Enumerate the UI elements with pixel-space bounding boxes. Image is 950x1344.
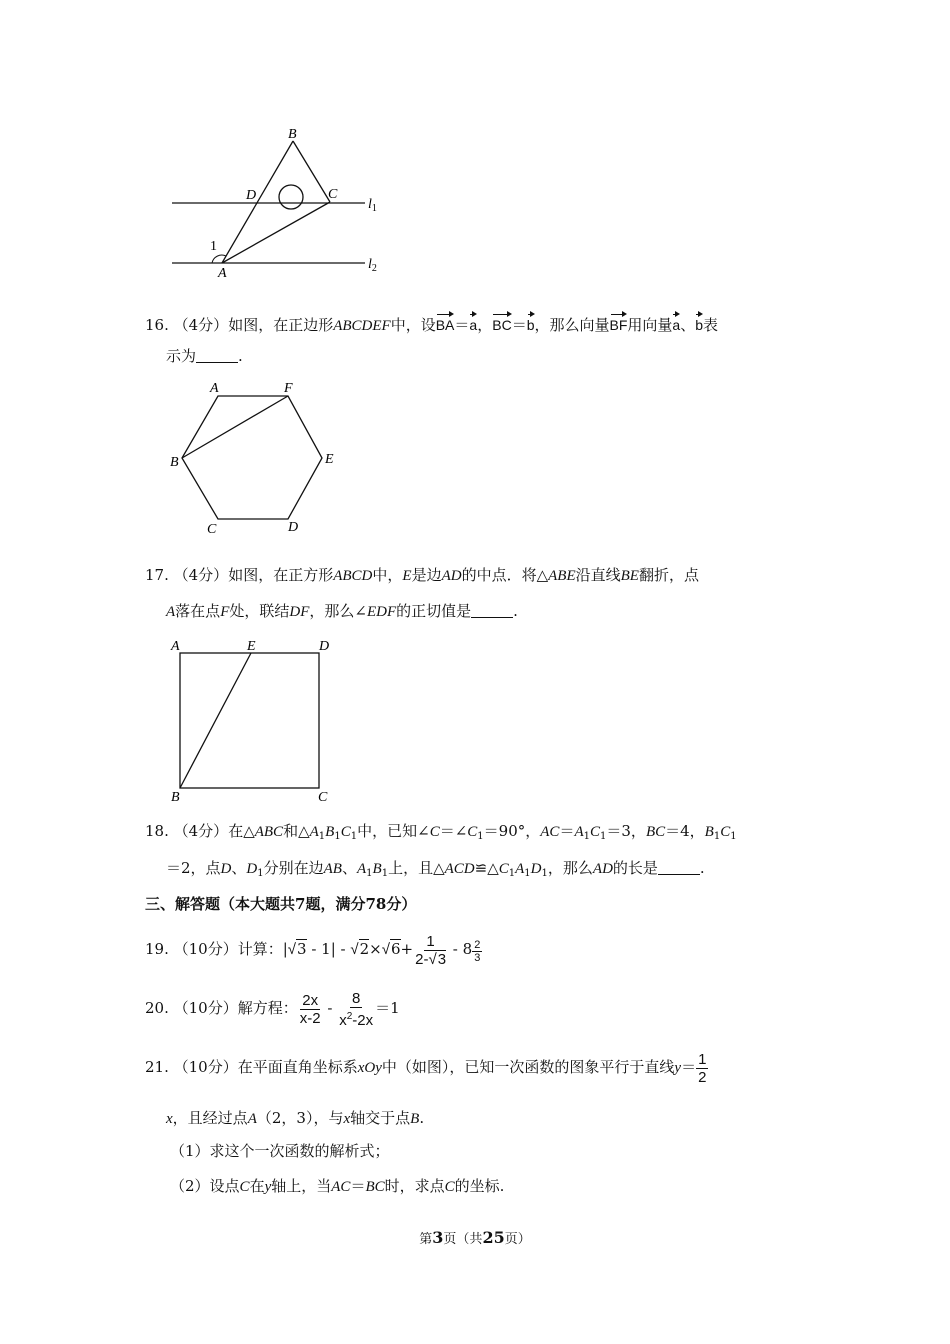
subscript: 1 xyxy=(381,868,389,879)
radicand: 6 xyxy=(390,940,401,958)
score: （10分） xyxy=(173,940,238,958)
text: 和△ xyxy=(283,822,310,840)
vector-b: b xyxy=(527,311,535,335)
subscript: 1 xyxy=(524,868,531,879)
subscript: 1 xyxy=(350,831,358,842)
math-var: C xyxy=(340,824,351,840)
page-number: 3 xyxy=(432,1228,444,1247)
math-var: EDF xyxy=(366,604,397,620)
text: 的坐标. xyxy=(454,1177,505,1195)
text: 轴交于点 xyxy=(350,1109,411,1127)
math-var: C xyxy=(467,824,478,840)
subscript: 1 xyxy=(318,831,326,842)
text: 解方程： xyxy=(237,999,298,1017)
answer-blank xyxy=(658,860,700,875)
math-var: B xyxy=(410,1111,420,1127)
text: 示为 xyxy=(166,347,197,365)
question-21-line-2 xyxy=(166,1108,424,1129)
math-var: C xyxy=(720,824,731,840)
text: ，那么 xyxy=(547,859,593,877)
text: 用向量 xyxy=(627,316,673,334)
subscript: 1 xyxy=(730,831,737,842)
text: ＝ xyxy=(511,316,527,334)
text: 中，已知∠ xyxy=(357,822,430,840)
square-ABCD xyxy=(180,653,319,788)
total-pages: 25 xyxy=(482,1228,505,1247)
text: （2，3），与 xyxy=(256,1109,344,1127)
text: ，那么∠ xyxy=(309,602,367,620)
text: 的长是 xyxy=(612,859,658,877)
label-B: B xyxy=(170,455,179,470)
denominator: 3 xyxy=(474,952,481,964)
math-var: D xyxy=(220,861,232,877)
math-var: C xyxy=(444,1179,455,1195)
math-var: B xyxy=(704,824,714,840)
label-D: D xyxy=(319,639,330,654)
text: 在△ xyxy=(228,822,255,840)
text: 落在点 xyxy=(175,602,221,620)
subscript: 1 xyxy=(257,868,264,879)
math-var: ABC xyxy=(254,824,284,840)
label-D: D xyxy=(246,188,257,203)
vector-b-2: b xyxy=(695,311,703,335)
subscript: 1 xyxy=(366,868,373,879)
text: 2- xyxy=(415,950,429,968)
text: 页（共 xyxy=(443,1232,483,1247)
math-var: A xyxy=(166,604,176,620)
text: x xyxy=(339,1011,347,1029)
text: 第 xyxy=(419,1232,433,1247)
math-var: A xyxy=(574,824,584,840)
question-17 xyxy=(145,565,699,586)
subscript: 1 xyxy=(541,868,548,879)
score: （4分） xyxy=(173,822,229,840)
math-var: AD xyxy=(592,861,613,877)
score: （4分） xyxy=(173,316,229,334)
math-var: E xyxy=(402,568,412,584)
label-F: F xyxy=(284,381,293,396)
text: ＝ xyxy=(681,1058,697,1076)
math-var: F xyxy=(220,604,230,620)
segment-BC xyxy=(293,141,330,202)
question-16 xyxy=(145,311,718,336)
text: ＝3， xyxy=(606,822,646,840)
math-var: B xyxy=(372,861,382,877)
numerator: 2 xyxy=(474,939,481,951)
math-var: y xyxy=(674,1060,682,1076)
label-A: A xyxy=(210,381,219,396)
text: ＝ xyxy=(350,1177,366,1195)
subscript: 1 xyxy=(713,831,721,842)
inscribed-circle xyxy=(279,185,303,209)
vector-BC: BC xyxy=(492,311,511,335)
text: 中， xyxy=(372,566,403,584)
math-var: D xyxy=(530,861,542,877)
diagonal-BF xyxy=(182,396,288,458)
exponent-fraction xyxy=(472,939,482,964)
text: 上，且△ xyxy=(388,859,445,877)
text: ＝ xyxy=(559,822,575,840)
math-var: A xyxy=(247,1111,257,1127)
numerator: 8 xyxy=(351,989,361,1007)
subscript: 1 xyxy=(508,868,516,879)
text: × xyxy=(369,940,382,958)
question-21-part-1: （1）求这个一次函数的解析式； xyxy=(170,1142,390,1160)
math-var: C xyxy=(239,1179,250,1195)
text: 如图，在正方形 xyxy=(228,566,334,584)
text: ＝ xyxy=(454,316,470,334)
text: （2）设点 xyxy=(170,1177,240,1195)
text: 、 xyxy=(341,859,357,877)
text: 轴上，当 xyxy=(271,1177,332,1195)
label-C: C xyxy=(328,187,338,202)
text: ＝1 xyxy=(375,999,400,1017)
figure-square xyxy=(165,633,345,805)
label-l1: $l_1$ xyxy=(368,197,377,214)
subscript: 1 xyxy=(583,831,590,842)
text: ＝90°， xyxy=(483,822,541,840)
vector-BF: BF xyxy=(610,311,628,335)
text: ＝4， xyxy=(665,822,705,840)
segment-BE xyxy=(180,653,251,788)
text: ，且经过点 xyxy=(172,1109,248,1127)
text: 时，求点 xyxy=(384,1177,445,1195)
text: 沿直线 xyxy=(575,566,621,584)
text: 在平面直角坐标系 xyxy=(237,1058,358,1076)
answer-blank xyxy=(471,603,513,618)
text: 分别在边 xyxy=(263,859,324,877)
text: - 8 xyxy=(448,940,473,958)
label-E: E xyxy=(247,639,256,654)
label-angle-1: 1 xyxy=(210,239,217,254)
math-var: xOy xyxy=(357,1060,382,1076)
text: . xyxy=(238,347,243,365)
question-18-line-2 xyxy=(166,858,705,884)
label-A: A xyxy=(171,639,180,654)
math-var: AD xyxy=(441,568,462,584)
label-B: B xyxy=(288,127,297,142)
text: - 1| - xyxy=(306,940,351,958)
math-var: x xyxy=(166,1111,173,1127)
radicand: 3 xyxy=(437,950,447,968)
text: 页） xyxy=(504,1232,531,1247)
text: . xyxy=(513,602,518,620)
question-number: 19. xyxy=(145,940,169,958)
text: 的中点．将△ xyxy=(461,566,549,584)
denominator: x-2 xyxy=(299,1009,321,1027)
math-var: AC xyxy=(540,824,560,840)
math-var: C xyxy=(498,861,509,877)
text: ≌△ xyxy=(474,859,499,877)
fraction-2 xyxy=(337,990,375,1029)
text: . xyxy=(699,859,705,877)
question-number: 21. xyxy=(145,1058,169,1076)
fraction xyxy=(696,1051,708,1086)
question-18 xyxy=(145,821,737,847)
math-var: A xyxy=(356,861,367,877)
math-var: ACD xyxy=(444,861,475,877)
text: 如图，在正边形 xyxy=(228,316,334,334)
label-A: A xyxy=(218,266,227,280)
math-var: AB xyxy=(323,861,342,877)
numerator: 2x xyxy=(302,991,319,1009)
text: + xyxy=(400,940,414,958)
label-D: D xyxy=(288,520,299,535)
math-var: BE xyxy=(620,568,639,584)
answer-blank xyxy=(196,348,238,363)
segment-AC xyxy=(222,202,330,263)
math-var: BC xyxy=(365,1179,385,1195)
math-var: ABCD xyxy=(333,568,373,584)
text: 、 xyxy=(680,316,696,334)
text: 计算：| xyxy=(237,940,288,958)
question-21-part-2 xyxy=(170,1176,504,1197)
hexagon-ABCDEF xyxy=(182,396,322,519)
question-21 xyxy=(145,1047,708,1087)
radicand: 3 xyxy=(297,940,307,958)
text: . xyxy=(419,1109,425,1127)
math-var: ABCDEF xyxy=(333,318,391,334)
label-B: B xyxy=(171,790,180,805)
text: ＝2，点 xyxy=(166,859,221,877)
denominator: 2-√3 xyxy=(415,950,447,968)
text: 中（如图），已知一次函数的图象平行于直线 xyxy=(381,1058,675,1076)
subscript: 1 xyxy=(477,831,484,842)
section-heading: 三、解答题（本大题共7题，满分78分） xyxy=(145,895,417,913)
subscript: 1 xyxy=(600,831,607,842)
question-number: 18. xyxy=(145,822,169,840)
fraction xyxy=(413,933,448,968)
denominator xyxy=(337,1008,375,1029)
math-var: AC xyxy=(331,1179,351,1195)
vector-a: a xyxy=(469,311,477,335)
radicand: 2 xyxy=(359,940,370,958)
segment-AB xyxy=(222,141,293,263)
page-footer xyxy=(0,1228,950,1247)
math-var: A xyxy=(515,861,525,877)
question-number: 20. xyxy=(145,999,169,1017)
math-var: ABE xyxy=(548,568,576,584)
math-var: x xyxy=(343,1111,351,1127)
text: ，那么向量 xyxy=(534,316,610,334)
vector-BA: BA xyxy=(436,311,455,335)
numerator: 1 xyxy=(426,932,435,950)
subscript: 1 xyxy=(334,831,341,842)
label-E: E xyxy=(325,452,334,467)
numerator: 1 xyxy=(698,1050,707,1068)
label-l2: $l_2$ xyxy=(368,257,377,274)
text: ， xyxy=(477,316,493,334)
math-var: DF xyxy=(289,604,310,620)
text: 处，联结 xyxy=(229,602,290,620)
vector-a-2: a xyxy=(672,311,680,335)
text: ＝∠ xyxy=(439,822,468,840)
question-20 xyxy=(145,988,400,1028)
text: 是边 xyxy=(411,566,442,584)
score: （10分） xyxy=(173,999,238,1017)
denominator: 2 xyxy=(698,1068,707,1086)
text: - xyxy=(322,999,338,1017)
math-var: D xyxy=(246,861,258,877)
text: 中，设 xyxy=(390,316,436,334)
figure-hexagon xyxy=(165,378,355,538)
question-16-line-2 xyxy=(166,346,243,366)
text: 、 xyxy=(231,859,247,877)
text: 表 xyxy=(703,316,719,334)
text: 的正切值是 xyxy=(396,602,472,620)
math-var: BC xyxy=(645,824,666,840)
label-C: C xyxy=(318,790,328,805)
text: 在 xyxy=(249,1177,265,1195)
math-var: C xyxy=(590,824,601,840)
question-19: 19. （10分）计算：|√3 - 1| - √2×√6+ $\frac{1}{2-√3}$ - 8 $\frac{2}{3}$ xyxy=(145,932,481,968)
math-var: y xyxy=(264,1179,272,1195)
text: 翻折，点 xyxy=(638,566,699,584)
score: （10分） xyxy=(173,1058,238,1076)
question-number: 17. xyxy=(145,566,169,584)
superscript: 2 xyxy=(346,1010,353,1022)
figure-parallel-lines xyxy=(160,120,400,280)
question-number: 16. xyxy=(145,316,169,334)
label-C: C xyxy=(207,522,217,537)
fraction-1 xyxy=(298,992,323,1027)
math-var: B xyxy=(325,824,335,840)
text: -2x xyxy=(352,1011,374,1029)
score: （4分） xyxy=(173,566,229,584)
math-var: C xyxy=(429,824,440,840)
question-17-line-2 xyxy=(166,601,518,622)
math-var: A xyxy=(309,824,319,840)
